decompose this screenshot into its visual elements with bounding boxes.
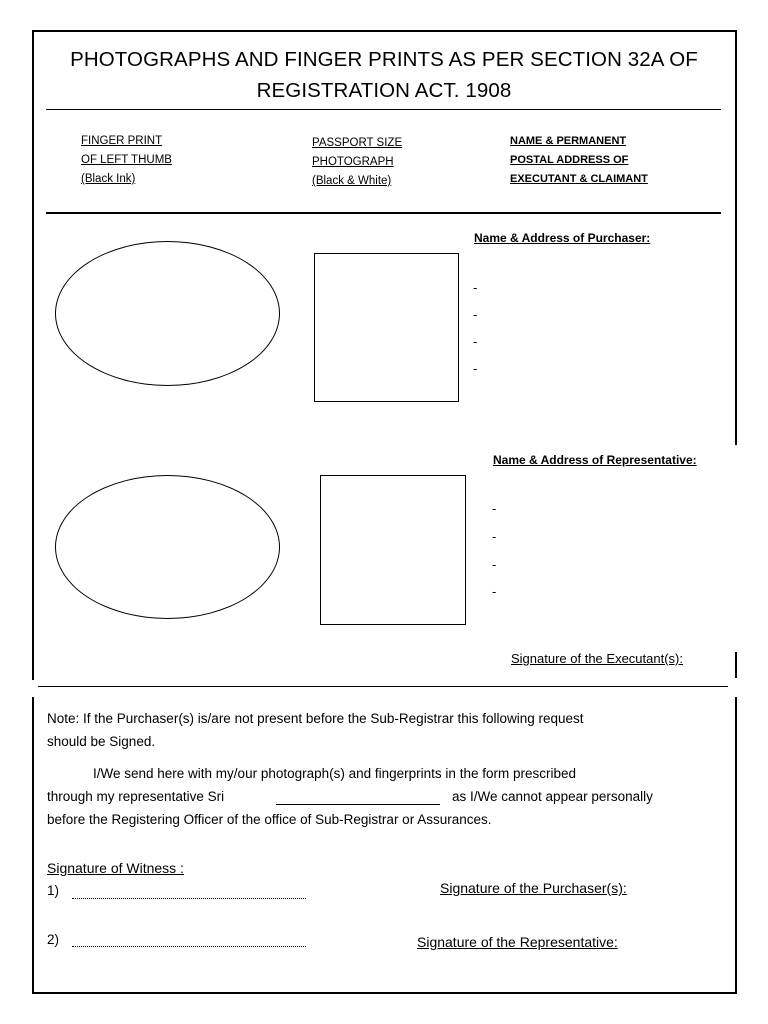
- note-paragraph-line-2b: as I/We cannot appear personally: [452, 789, 653, 804]
- representative-fingerprint-box: [55, 475, 280, 619]
- purchaser-photo-box: [314, 253, 459, 402]
- representative-name-blank[interactable]: [276, 804, 440, 805]
- page-title: [40, 44, 728, 106]
- header-name-line-1: NAME & PERMANENT: [510, 135, 627, 147]
- purchaser-line-1: -: [473, 280, 478, 295]
- witness-item-2: 2): [47, 932, 60, 947]
- header-fingerprint-line-3: (Black Ink): [81, 173, 136, 185]
- frame-right-border-tick: [735, 652, 737, 678]
- header-photo-line-1: PASSPORT SIZE: [312, 137, 403, 149]
- header-photo-line-3: (Black & White): [312, 175, 392, 187]
- header-fingerprint-line-2: OF LEFT THUMB: [81, 154, 172, 166]
- witness-1-signature-line[interactable]: [72, 898, 306, 899]
- witness-label: Signature of Witness :: [47, 860, 184, 876]
- lower-frame-bottom-border: [32, 992, 737, 994]
- frame-right-border: [735, 30, 737, 445]
- title-line-1: PHOTOGRAPHS AND FINGER PRINTS AS PER SECTION 32A OF: [70, 48, 698, 71]
- signature-executant-label: Signature of the Executant(s):: [511, 651, 683, 666]
- frame-left-border: [32, 30, 34, 680]
- note-paragraph-line-3: before the Registering Officer of the office of Sub-Registrar or Assurances.: [47, 812, 492, 827]
- note-paragraph-line-2a: through my representative Sri: [47, 789, 225, 804]
- purchaser-line-4: -: [473, 361, 478, 376]
- purchaser-line-2: -: [473, 307, 478, 322]
- witness-item-1: 1): [47, 883, 60, 898]
- header-fingerprint-line-1: FINGER PRINT: [81, 135, 163, 147]
- witness-2-signature-line[interactable]: [72, 946, 306, 947]
- header-photo: [312, 134, 402, 191]
- lower-frame-right-border: [735, 697, 737, 994]
- header-fingerprint: [81, 132, 172, 189]
- header-divider: [46, 212, 721, 214]
- section-divider: [38, 686, 728, 687]
- title-line-2: REGISTRATION ACT. 1908: [256, 79, 512, 102]
- purchaser-line-3: -: [473, 334, 478, 349]
- representative-photo-box: [320, 475, 466, 625]
- purchaser-fingerprint-box: [55, 241, 280, 386]
- representative-line-1: -: [492, 501, 497, 516]
- note-line-1: Note: If the Purchaser(s) is/are not present before the Sub-Registrar this following request: [47, 711, 584, 726]
- header-photo-line-2: PHOTOGRAPH: [312, 156, 394, 168]
- header-name-line-2: POSTAL ADDRESS OF: [510, 154, 629, 166]
- header-name-line-3: EXECUTANT & CLAIMANT: [510, 173, 648, 185]
- signature-purchaser-label: Signature of the Purchaser(s):: [440, 880, 627, 896]
- frame-top-border: [32, 30, 737, 32]
- note-paragraph-line-1: I/We send here with my/our photograph(s) and fingerprints in the form prescribed: [93, 766, 576, 781]
- purchaser-label: Name & Address of Purchaser:: [474, 231, 651, 245]
- representative-line-3: -: [492, 557, 497, 572]
- signature-representative-label: Signature of the Representative:: [417, 934, 618, 950]
- representative-line-2: -: [492, 529, 497, 544]
- lower-frame-left-border: [32, 697, 34, 994]
- note-line-2: should be Signed.: [47, 734, 156, 749]
- representative-label: Name & Address of Representative:: [493, 453, 697, 467]
- header-name-address: [510, 132, 648, 189]
- representative-line-4: -: [492, 584, 497, 599]
- title-divider: [46, 109, 721, 110]
